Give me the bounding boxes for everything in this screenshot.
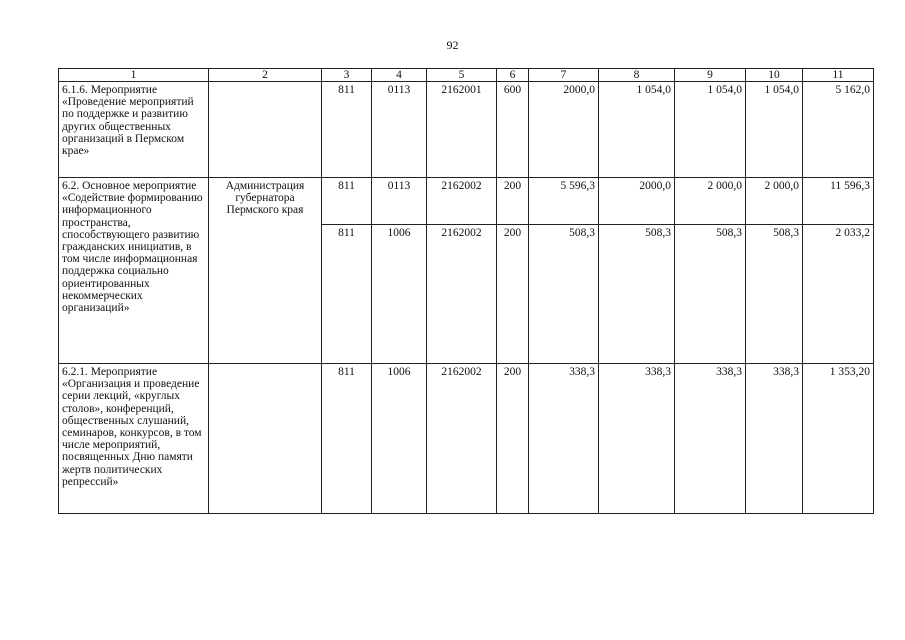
header-cell: 9 — [675, 69, 746, 82]
header-cell: 5 — [427, 69, 497, 82]
code-cell: 811 — [322, 225, 372, 364]
code-cell: 2162002 — [427, 178, 497, 225]
table-row — [59, 364, 874, 514]
header-cell: 1 — [59, 69, 209, 82]
executor-cell: Администрация губернатора Пермского края — [209, 178, 322, 364]
activity-name-cell: 6.2.1. Мероприятие «Организация и проведение серии лекций, «круглых столов», конференций, общественных слушаний, семинаров, конкурсов, в том числе мероприятий, посвященных Дню памяти жертв политических репрессий» — [59, 364, 209, 514]
amount-cell: 1 054,0 — [746, 82, 803, 178]
header-cell: 10 — [746, 69, 803, 82]
amount-cell: 2 033,2 — [803, 225, 874, 364]
code-cell: 200 — [497, 225, 529, 364]
code-cell: 2162001 — [427, 82, 497, 178]
code-cell: 811 — [322, 82, 372, 178]
amount-cell: 508,3 — [599, 225, 675, 364]
code-cell: 600 — [497, 82, 529, 178]
header-cell: 7 — [529, 69, 599, 82]
amount-cell: 508,3 — [746, 225, 803, 364]
code-cell: 811 — [322, 364, 372, 514]
table-row — [59, 178, 874, 225]
amount-cell: 11 596,3 — [803, 178, 874, 225]
header-cell: 8 — [599, 69, 675, 82]
amount-cell: 338,3 — [529, 364, 599, 514]
code-cell: 1006 — [372, 364, 427, 514]
code-cell: 200 — [497, 364, 529, 514]
header-cell: 6 — [497, 69, 529, 82]
code-cell: 200 — [497, 178, 529, 225]
code-cell: 2162002 — [427, 364, 497, 514]
table-row — [59, 82, 874, 178]
amount-cell: 1 054,0 — [675, 82, 746, 178]
header-cell: 2 — [209, 69, 322, 82]
budget-table — [58, 68, 874, 514]
executor-cell — [209, 82, 322, 178]
amount-cell: 508,3 — [675, 225, 746, 364]
amount-cell: 2 000,0 — [746, 178, 803, 225]
activity-name-cell: 6.1.6. Мероприятие «Проведение мероприятий по поддержке и развитию других общественных организаций в Пермском крае» — [59, 82, 209, 178]
amount-cell: 508,3 — [529, 225, 599, 364]
header-cell: 4 — [372, 69, 427, 82]
amount-cell: 338,3 — [746, 364, 803, 514]
code-cell: 0113 — [372, 82, 427, 178]
amount-cell: 1 353,20 — [803, 364, 874, 514]
amount-cell: 338,3 — [599, 364, 675, 514]
header-cell: 3 — [322, 69, 372, 82]
executor-cell — [209, 364, 322, 514]
amount-cell: 2000,0 — [599, 178, 675, 225]
page-number: 92 — [446, 38, 459, 52]
amount-cell: 2000,0 — [529, 82, 599, 178]
code-cell: 2162002 — [427, 225, 497, 364]
amount-cell: 5 162,0 — [803, 82, 874, 178]
amount-cell: 5 596,3 — [529, 178, 599, 225]
activity-name-cell: 6.2. Основное мероприятие «Содействие формированию информационного пространства, способствующего развитию гражданских инициатив, в том числе информационная поддержка социально ориентированных некоммерческих организаций» — [59, 178, 209, 364]
amount-cell: 2 000,0 — [675, 178, 746, 225]
table-header-row — [59, 69, 874, 82]
code-cell: 0113 — [372, 178, 427, 225]
amount-cell: 338,3 — [675, 364, 746, 514]
code-cell: 811 — [322, 178, 372, 225]
code-cell: 1006 — [372, 225, 427, 364]
header-cell: 11 — [803, 69, 874, 82]
amount-cell: 1 054,0 — [599, 82, 675, 178]
